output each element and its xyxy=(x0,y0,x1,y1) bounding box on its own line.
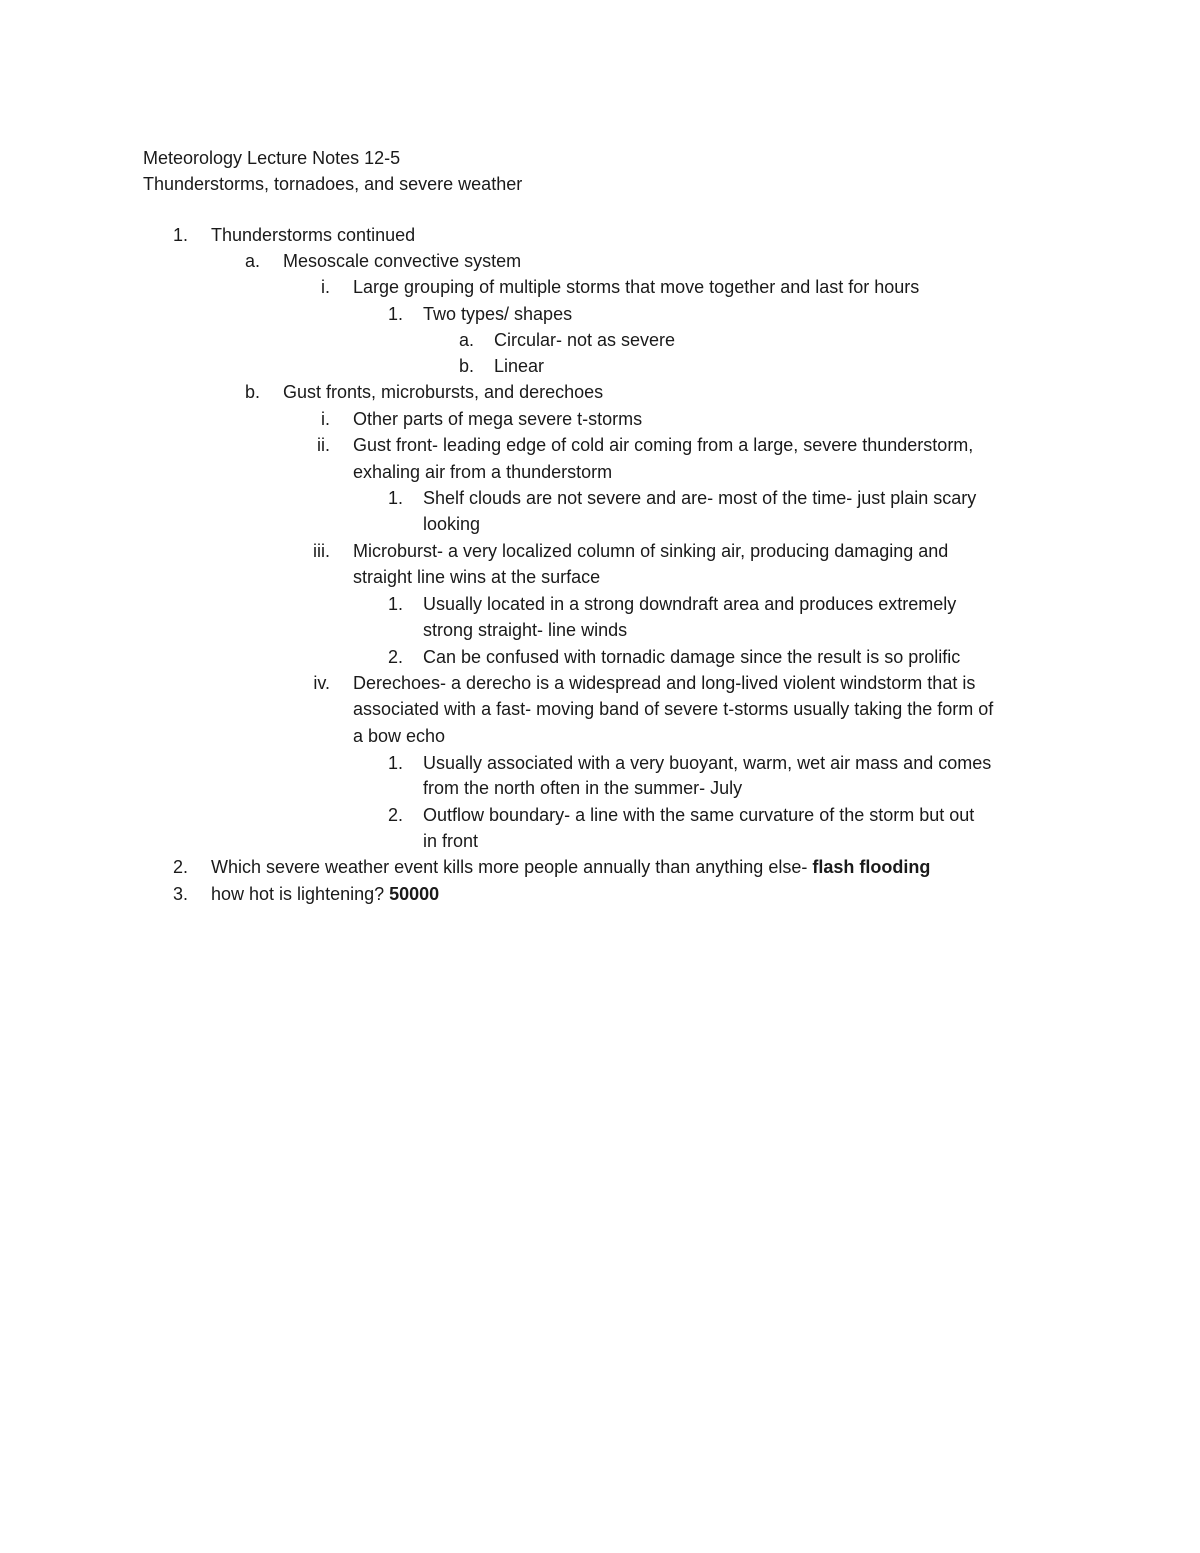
list-marker: iv. xyxy=(313,673,330,693)
question-text: Which severe weather event kills more people annually than anything else- xyxy=(211,857,808,877)
list-item-text: Gust fronts, microbursts, and derechoes xyxy=(283,382,604,402)
answer-text: 50000 xyxy=(389,884,440,904)
list-item-text xyxy=(211,854,930,880)
list-marker: 2. xyxy=(172,857,188,877)
list-item-text: looking xyxy=(423,514,481,534)
list-marker: 1. xyxy=(387,488,403,508)
list-item-text: associated with a fast- moving band of severe t-storms usually taking the form of xyxy=(353,699,994,719)
list-item-text: Can be confused with tornadic damage since the result is so prolific xyxy=(423,647,961,667)
list-item-text: Linear xyxy=(494,356,545,376)
list-item-text xyxy=(211,881,439,907)
list-item-text: Circular- not as severe xyxy=(494,330,676,350)
question-text: how hot is lightening? xyxy=(211,884,385,904)
list-marker: 2. xyxy=(387,805,403,825)
list-marker: i. xyxy=(321,277,330,297)
list-item-text: a bow echo xyxy=(353,726,446,746)
list-item-text: exhaling air from a thunderstorm xyxy=(353,462,613,482)
list-marker: b. xyxy=(458,356,474,376)
list-item-text: Usually located in a strong downdraft area and produces extremely xyxy=(423,594,957,614)
list-item-text: Microburst- a very localized column of sinking air, producing damaging and xyxy=(353,541,949,561)
list-marker: ii. xyxy=(317,435,330,455)
list-item-text: strong straight- line winds xyxy=(423,620,628,640)
list-item-text: Gust front- leading edge of cold air coming from a large, severe thunderstorm, xyxy=(353,435,974,455)
list-marker: b. xyxy=(244,382,260,402)
list-item-text: from the north often in the summer- July xyxy=(423,778,743,798)
list-item-text: Two types/ shapes xyxy=(423,304,573,324)
list-item-text: Mesoscale convective system xyxy=(283,251,522,271)
list-item-text: in front xyxy=(423,831,479,851)
list-marker: 1. xyxy=(387,753,403,773)
document-subtitle: Thunderstorms, tornadoes, and severe weather xyxy=(143,174,523,194)
list-item-text: Derechoes- a derecho is a widespread and long-lived violent windstorm that is xyxy=(353,673,976,693)
list-marker: iii. xyxy=(313,541,330,561)
list-marker: 2. xyxy=(387,647,403,667)
list-marker: 1. xyxy=(387,304,403,324)
list-item-text: Large grouping of multiple storms that move together and last for hours xyxy=(353,277,920,297)
list-marker: a. xyxy=(244,251,260,271)
list-marker: a. xyxy=(458,330,474,350)
list-item-text: straight line wins at the surface xyxy=(353,567,601,587)
list-marker: 1. xyxy=(172,225,188,245)
list-item-text: Outflow boundary- a line with the same curvature of the storm but out xyxy=(423,805,975,825)
list-marker: i. xyxy=(321,409,330,429)
list-item-text: Thunderstorms continued xyxy=(211,225,416,245)
list-item-text: Shelf clouds are not severe and are- most of the time- just plain scary xyxy=(423,488,977,508)
list-item-text: Usually associated with a very buoyant, warm, wet air mass and comes xyxy=(423,753,992,773)
answer-text: flash flooding xyxy=(812,857,931,877)
list-marker: 3. xyxy=(172,884,188,904)
document-title: Meteorology Lecture Notes 12-5 xyxy=(143,148,401,168)
list-item-text: Other parts of mega severe t-storms xyxy=(353,409,643,429)
list-marker: 1. xyxy=(387,594,403,614)
